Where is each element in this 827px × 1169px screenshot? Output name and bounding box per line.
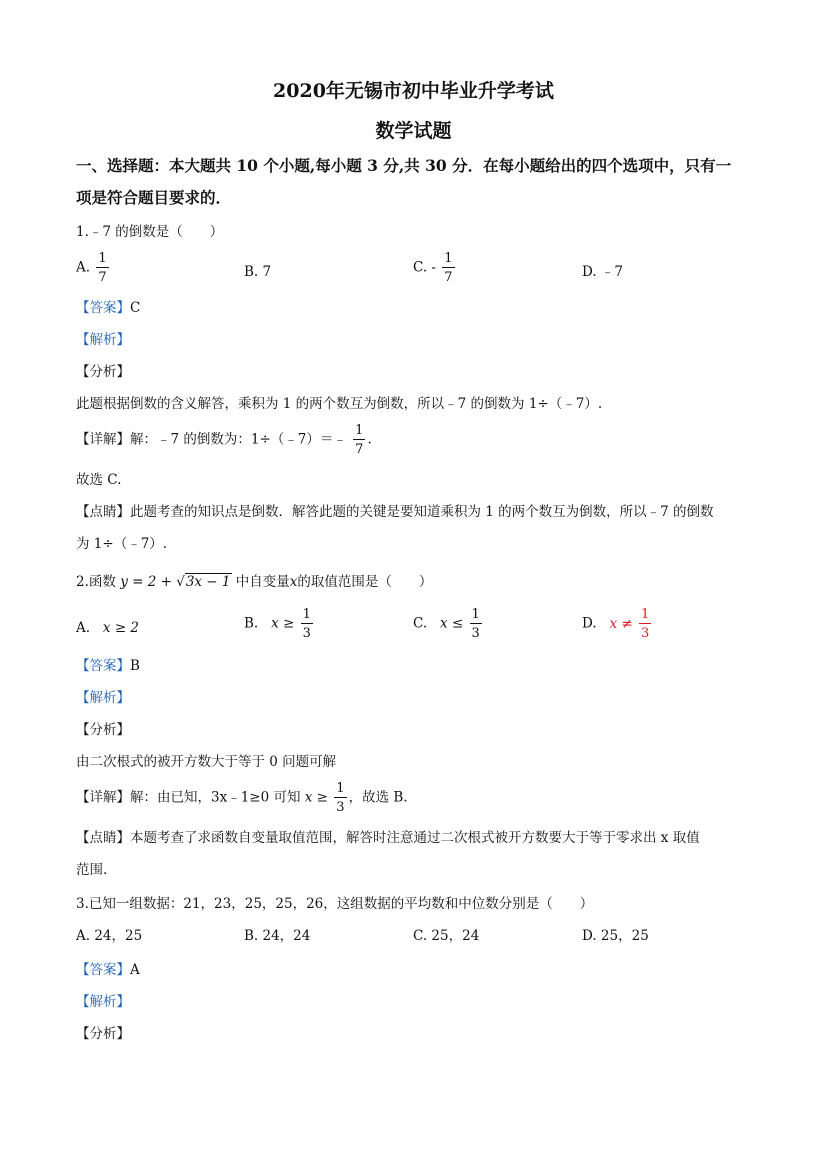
q2-option-d-math (609, 607, 654, 641)
answer-tag: 【答案】 (76, 300, 130, 316)
q2-option-d (582, 608, 653, 640)
fraction-numerator: 1 (641, 607, 650, 622)
q3-fenxi-tag: 【分析】 (76, 1026, 130, 1042)
q2-option-d-fraction (639, 608, 651, 640)
q1-option-d: D. ﹣7 (582, 264, 624, 280)
q2-option-a-label: A. (76, 620, 91, 636)
q3-option-b: B. 24，24 (244, 928, 311, 944)
q2-detail-post: ，故选 B. (348, 789, 408, 806)
fraction-denominator: 3 (471, 626, 480, 641)
q2-option-a-expr: x ≥ 2 (102, 620, 140, 636)
q2-stem-post: 的取值范围是（ ） (297, 574, 433, 590)
q3-answer-row (76, 960, 140, 980)
q3-answer: A (130, 962, 140, 978)
q1-answer: C (130, 300, 141, 316)
q3-option-a: A. 24，25 (76, 928, 143, 944)
q2-option-c-expr: x ≤ (440, 615, 464, 632)
fraction-denominator: 7 (444, 270, 453, 285)
q1-detail-row (76, 424, 372, 456)
q2-fenxi-text: 由二次根式的被开方数大于等于 0 问题可解 (76, 754, 337, 770)
q1-fenxi-text: 此题根据倒数的含义解答，乘积为 1 的两个数互为倒数，所以﹣7 的倒数为 1÷（﹣7）. (76, 396, 603, 412)
q2-stem-var: x (289, 574, 298, 590)
fraction-numerator: 1 (471, 607, 480, 622)
q1-comment-line2: 为 1÷（﹣7）. (76, 536, 168, 552)
section-heading-line2: 项是符合题目要求的． (76, 188, 232, 207)
q2-option-c (413, 608, 484, 640)
q2-comment-line2: 范围. (76, 862, 108, 878)
q2-answer-row (76, 656, 140, 676)
q1-fenxi-tag: 【分析】 (76, 364, 130, 380)
fraction-denominator: 3 (336, 800, 345, 815)
q1-option-a-fraction (96, 252, 108, 284)
q2-option-a (76, 618, 139, 638)
q2-stem-mid: 中自变量 (235, 574, 290, 590)
detail-tag: 【详解】 (76, 431, 130, 448)
q2-detail-expr: x ≥ (304, 789, 328, 806)
detail-tag: 【详解】 (76, 789, 130, 806)
q2-detail-pre: 解：由已知，3x﹣1≥0 可知 (130, 789, 301, 806)
q2-detail-fraction (334, 782, 346, 814)
q2-stem-pre: 2.函数 (76, 574, 116, 590)
q1-option-c-label: C. - (413, 259, 436, 276)
q1-option-c-fraction (442, 252, 454, 284)
q1-comment-line1 (76, 502, 714, 522)
q2-option-d-expr: x ≠ (609, 615, 633, 632)
q2-option-d-label: D. (582, 615, 597, 632)
q2-stem (76, 572, 432, 592)
q1-detail-pre: 解：﹣7 的倒数为：1÷（﹣7）＝﹣ (130, 431, 347, 448)
answer-tag: 【答案】 (76, 658, 130, 674)
sqrt-icon: √ (176, 574, 185, 590)
fraction-numerator: 1 (336, 781, 345, 796)
q1-answer-row (76, 298, 140, 318)
q1-detail-post: . (367, 431, 372, 448)
fraction-denominator: 3 (641, 626, 650, 641)
q2-fenxi-tag: 【分析】 (76, 722, 130, 738)
q1-option-a (76, 252, 111, 284)
q2-option-b-expr: x ≥ (271, 615, 295, 632)
q2-function-formula (120, 573, 236, 590)
q1-option-b: B. 7 (244, 264, 272, 280)
fraction-numerator: 1 (444, 251, 453, 266)
q1-conclusion: 故选 C. (76, 472, 122, 488)
q2-detail-row (76, 782, 408, 814)
q1-option-a-label: A. (76, 259, 91, 276)
q3-stem: 3.已知一组数据：21，23，25，25，26，这组数据的平均数和中位数分别是（ ） (76, 896, 594, 912)
q3-analysis-tag: 【解析】 (76, 994, 130, 1010)
q1-detail-fraction (353, 424, 365, 456)
comment-tag: 【点睛】 (76, 504, 130, 520)
answer-tag: 【答案】 (76, 962, 130, 978)
q1-analysis-tag: 【解析】 (76, 332, 130, 348)
fraction-denominator: 3 (302, 626, 311, 641)
q2-analysis-tag: 【解析】 (76, 690, 130, 706)
fraction-numerator: 1 (98, 251, 107, 266)
q2-answer: B (130, 658, 140, 674)
fraction-denominator: 7 (355, 442, 364, 457)
q1-comment-text: 此题考查的知识点是倒数．解答此题的关键是要知道乘积为 1 的两个数互为倒数，所以﹣7 的倒数 (130, 504, 714, 520)
q2-option-c-label: C. (413, 615, 428, 632)
q1-stem: 1.﹣7 的倒数是（ ） (76, 224, 224, 240)
fraction-denominator: 7 (98, 270, 107, 285)
q2-option-b-label: B. (244, 615, 259, 632)
q2-comment-line1 (76, 828, 700, 848)
comment-tag: 【点睛】 (76, 830, 130, 846)
q2-option-b (244, 608, 315, 640)
q2-option-b-fraction (301, 608, 313, 640)
q2-formula-lhs: y = 2 + (120, 574, 172, 590)
page-title: 2020年无锡市初中毕业升学考试 (273, 80, 554, 102)
q3-option-c: C. 25，24 (413, 928, 480, 944)
section-heading-line1: 一、选择题：本大题共 10 个小题,每小题 3 分,共 30 分．在每小题给出的四个选项中，只有一 (76, 156, 732, 175)
q2-option-c-fraction (470, 608, 482, 640)
fraction-numerator: 1 (302, 607, 311, 622)
q1-option-c (413, 252, 457, 284)
q2-formula-radicand: 3x − 1 (185, 574, 231, 590)
q3-option-d: D. 25，25 (582, 928, 649, 944)
fraction-numerator: 1 (355, 423, 364, 438)
q2-comment-text: 本题考查了求函数自变量取值范围，解答时注意通过二次根式被开方数要大于等于零求出 x 取值 (130, 830, 700, 846)
page-subtitle: 数学试题 (375, 120, 452, 142)
